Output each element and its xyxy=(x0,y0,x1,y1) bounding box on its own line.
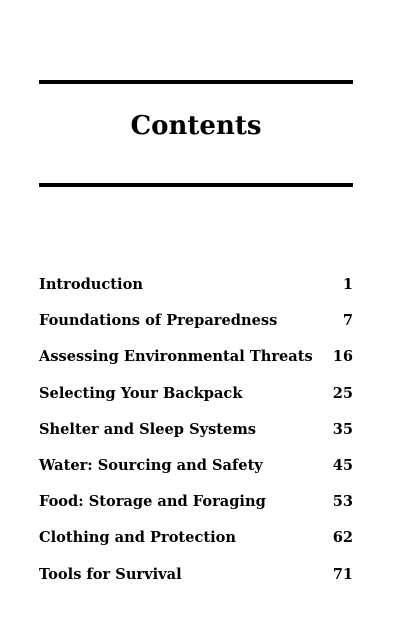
toc-entry-label: Tools for Survival xyxy=(39,565,182,583)
top-rule xyxy=(39,80,353,84)
toc-entry-label: Food: Storage and Foraging xyxy=(39,493,266,511)
toc-entry-water-sourcing-and-safety[interactable] xyxy=(39,456,353,492)
toc-entry-selecting-your-backpack[interactable] xyxy=(39,384,353,420)
toc-entry-tools-for-survival[interactable] xyxy=(39,565,353,601)
toc-entry-label: Water: Sourcing and Safety xyxy=(39,456,263,474)
table-of-contents xyxy=(39,275,353,601)
toc-entry-page-number: 45 xyxy=(332,456,353,474)
toc-entry-label: Shelter and Sleep Systems xyxy=(39,420,256,438)
toc-entry-label: Selecting Your Backpack xyxy=(39,384,243,402)
toc-entry-page-number: 53 xyxy=(332,493,353,511)
toc-entry-foundations-of-preparedness[interactable] xyxy=(39,311,353,347)
page-title: Contents xyxy=(130,111,262,141)
toc-entry-page-number: 25 xyxy=(332,384,353,402)
toc-entry-page-number: 7 xyxy=(342,312,353,330)
bottom-rule xyxy=(39,183,353,187)
toc-entry-page-number: 35 xyxy=(332,420,353,438)
toc-entry-page-number: 71 xyxy=(332,565,353,583)
toc-entry-page-number: 62 xyxy=(332,529,353,547)
toc-entry-introduction[interactable] xyxy=(39,275,353,311)
toc-entry-clothing-and-protection[interactable] xyxy=(39,528,353,564)
toc-entry-label: Foundations of Preparedness xyxy=(39,312,278,330)
toc-entry-label: Introduction xyxy=(39,276,143,293)
toc-entry-label: Clothing and Protection xyxy=(39,529,236,547)
toc-entry-food-storage-and-foraging[interactable] xyxy=(39,492,353,528)
toc-entry-shelter-and-sleep-systems[interactable] xyxy=(39,420,353,456)
toc-entry-label: Assessing Environmental Threats xyxy=(39,348,313,366)
toc-entry-assessing-environmental-threats[interactable] xyxy=(39,347,353,383)
toc-entry-page-number: 16 xyxy=(332,348,353,366)
toc-entry-page-number: 1 xyxy=(342,276,353,293)
